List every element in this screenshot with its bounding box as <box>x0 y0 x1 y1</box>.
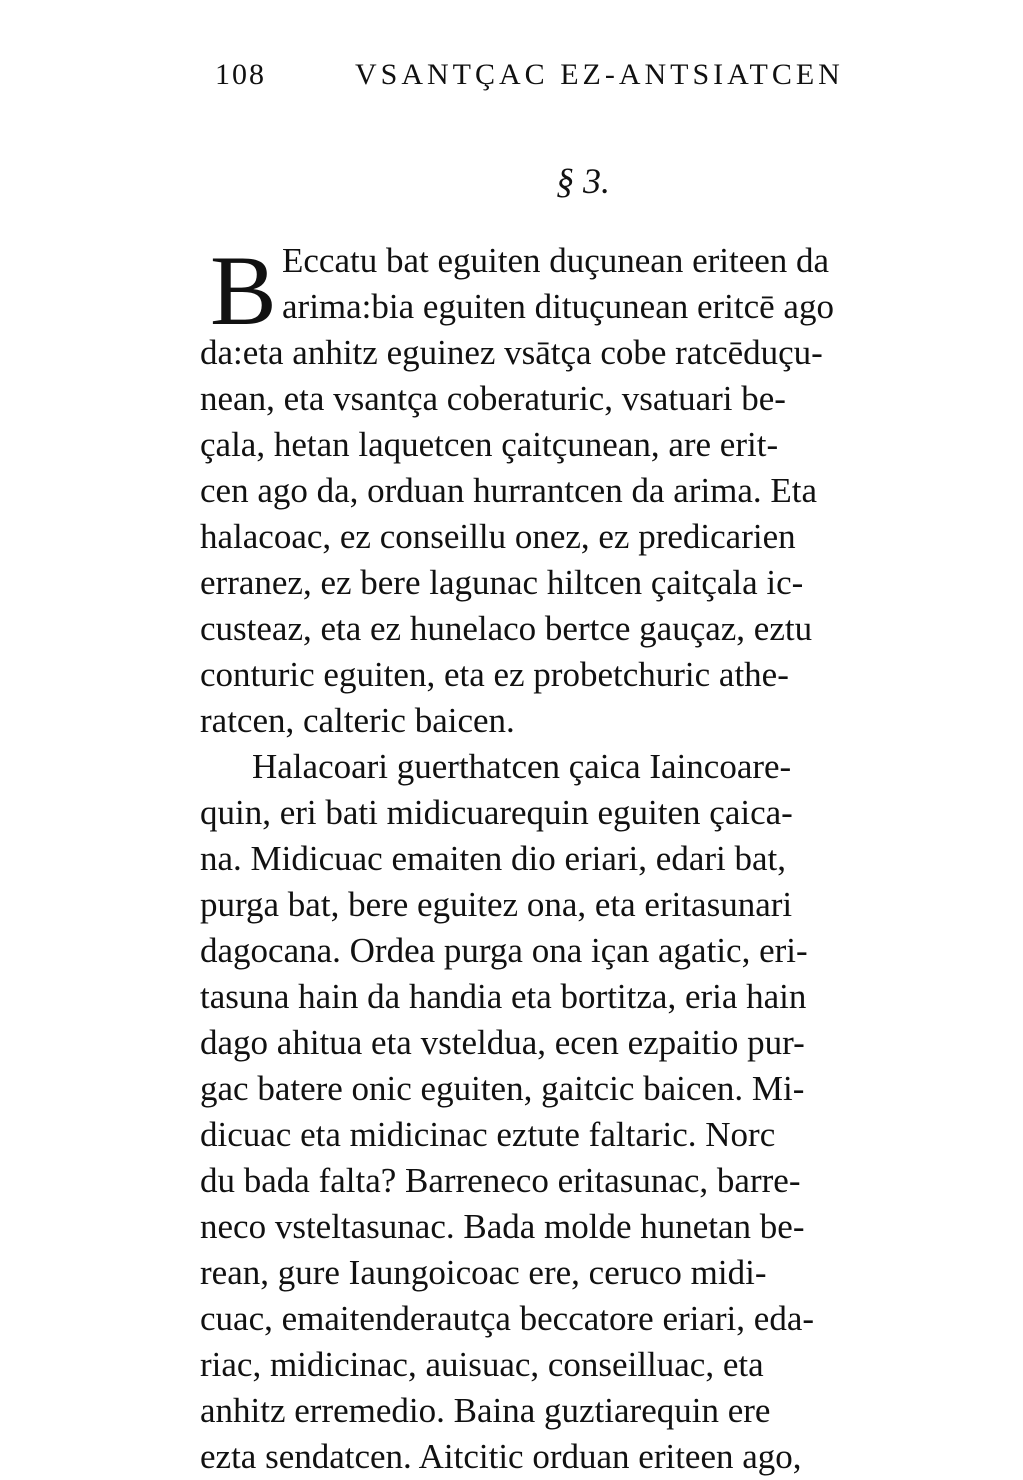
text-line: riac, midicinac, auisuac, conseilluac, eta <box>200 1345 764 1384</box>
text-line: nean, eta vsantça coberaturic, vsatuari be- <box>200 379 786 418</box>
text-line: rean, gure Iaungoicoac ere, ceruco midi- <box>200 1253 767 1292</box>
text-line: cen ago da, orduan hurrantcen da arima. Eta <box>200 471 818 510</box>
text-line: custeaz, eta ez hunelaco bertce gauçaz, eztu <box>200 609 813 648</box>
text-line: conturic eguiten, eta ez probetchuric athe- <box>200 655 789 694</box>
body-text <box>200 235 916 1480</box>
text-line: du bada falta? Barreneco eritasunac, barre- <box>200 1161 801 1200</box>
text-line: anhitz erremedio. Baina guztiarequin ere <box>200 1391 771 1430</box>
text-line: dago ahitua eta vsteldua, ecen ezpaitio pur- <box>200 1023 805 1062</box>
text-line: da:eta anhitz eguinez vsātça cobe ratcēduçu- <box>200 333 823 372</box>
text-line: na. Midicuac emaiten dio eriari, edari bat, <box>200 839 786 878</box>
text-line: tasuna hain da handia eta bortitza, eria hain <box>200 977 807 1016</box>
text-line: çala, hetan laquetcen çaitçunean, are erit- <box>200 425 779 464</box>
text-line: dagocana. Ordea purga ona içan agatic, eri- <box>200 931 808 970</box>
running-title: VSANTÇAC EZ-ANTSIATCEN <box>355 58 844 91</box>
text-line: arima:bia eguiten dituçunean eritcē ago <box>282 287 834 326</box>
text-line: neco vsteltasunac. Bada molde hunetan be- <box>200 1207 805 1246</box>
text-line: ratcen, calteric baicen. <box>200 701 515 740</box>
drop-cap: B <box>210 235 277 346</box>
text-line: Halacoari guerthatcen çaica Iaincoare- <box>252 747 792 786</box>
text-line: quin, eri bati midicuarequin eguiten çaica- <box>200 793 793 832</box>
text-line: halacoac, ez conseillu onez, ez predicarien <box>200 517 796 556</box>
text-line: Eccatu bat eguiten duçunean eriteen da <box>282 241 830 280</box>
text-line: cuac, emaitenderautça beccatore eriari, eda- <box>200 1299 815 1338</box>
text-line: gac batere onic eguiten, gaitcic baicen. Mi- <box>200 1069 805 1108</box>
page-number: 108 <box>215 58 266 91</box>
text-line: ezta sendatcen. Aitcitic orduan eriteen ago, <box>200 1437 802 1476</box>
text-line: erranez, ez bere lagunac hiltcen çaitçala ic- <box>200 563 804 602</box>
paragraph-1-opening <box>200 235 916 346</box>
text-line: dicuac eta midicinac eztute faltaric. Norc <box>200 1115 776 1154</box>
section-heading: § 3. <box>556 161 610 201</box>
text-line: purga bat, bere eguitez ona, eta eritasunari <box>200 885 793 924</box>
